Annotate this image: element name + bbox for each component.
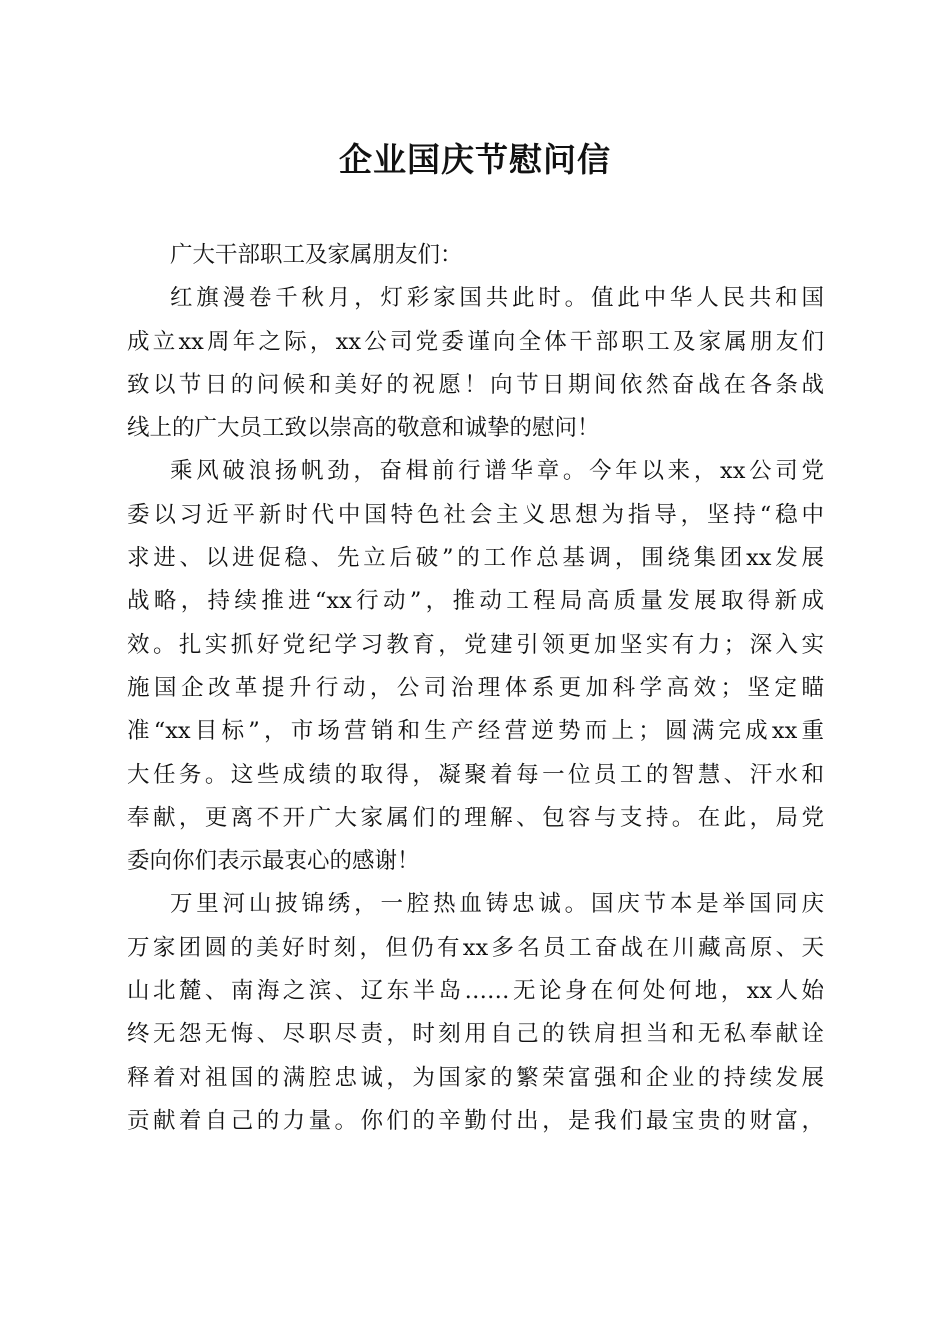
text-line: 求进、以进促稳、先立后破”的工作总基调，围绕集团xx发展 bbox=[127, 545, 824, 572]
text-line: 战略，持续推进“xx行动”，推动工程局高质量发展取得新成 bbox=[127, 588, 824, 615]
text-line: 大任务。这些成绩的取得，凝聚着每一位员工的智慧、汗水和 bbox=[127, 761, 824, 788]
text-line: 施国企改革提升行动，公司治理体系更加科学高效；坚定瞄 bbox=[127, 674, 824, 701]
text-line: 乘风破浪扬帆劲，奋楫前行谱华章。今年以来，xx公司党 bbox=[170, 458, 824, 485]
text-line: 万里河山披锦绣，一腔热血铸忠诚。国庆节本是举国同庆 bbox=[170, 891, 824, 918]
text-line: 致以节日的问候和美好的祝愿！向节日期间依然奋战在各条战 bbox=[127, 371, 824, 398]
salutation: 广大干部职工及家属朋友们： bbox=[170, 242, 463, 268]
paragraph-dedication bbox=[127, 883, 824, 1143]
text-line: 委以习近平新时代中国特色社会主义思想为指导，坚持“稳中 bbox=[127, 501, 824, 528]
text-line: 山北麓、南海之滨、辽东半岛……无论身在何处何地，xx人始 bbox=[127, 978, 824, 1005]
text-line: 效。扎实抓好党纪学习教育，党建引领更加坚实有力；深入实 bbox=[127, 631, 824, 658]
text-line: 线上的广大员工致以崇高的敬意和诚挚的慰问！ bbox=[127, 415, 600, 442]
text-line: 万家团圆的美好时刻，但仍有xx多名员工奋战在川藏高原、天 bbox=[127, 934, 824, 961]
paragraph-greeting bbox=[127, 277, 824, 450]
text-line: 贡献着自己的力量。你们的辛勤付出，是我们最宝贵的财富， bbox=[127, 1107, 824, 1134]
text-line: 奉献，更离不开广大家属们的理解、包容与支持。在此，局党 bbox=[127, 804, 824, 831]
paragraph-achievements bbox=[127, 450, 824, 883]
document-title: 企业国庆节慰问信 bbox=[339, 140, 611, 179]
letter-body bbox=[127, 234, 824, 1143]
text-line: 成立xx周年之际，xx公司党委谨向全体干部职工及家属朋友们 bbox=[127, 328, 824, 355]
text-line: 准“xx目标”，市场营销和生产经营逆势而上；圆满完成xx重 bbox=[127, 718, 824, 745]
text-line: 释着对祖国的满腔忠诚，为国家的繁荣富强和企业的持续发展 bbox=[127, 1064, 824, 1091]
text-line: 终无怨无悔、尽职尽责，时刻用自己的铁肩担当和无私奉献诠 bbox=[127, 1021, 824, 1048]
text-line: 委向你们表示最衷心的感谢！ bbox=[127, 848, 420, 875]
text-line: 红旗漫卷千秋月，灯彩家国共此时。值此中华人民共和国 bbox=[170, 285, 824, 312]
